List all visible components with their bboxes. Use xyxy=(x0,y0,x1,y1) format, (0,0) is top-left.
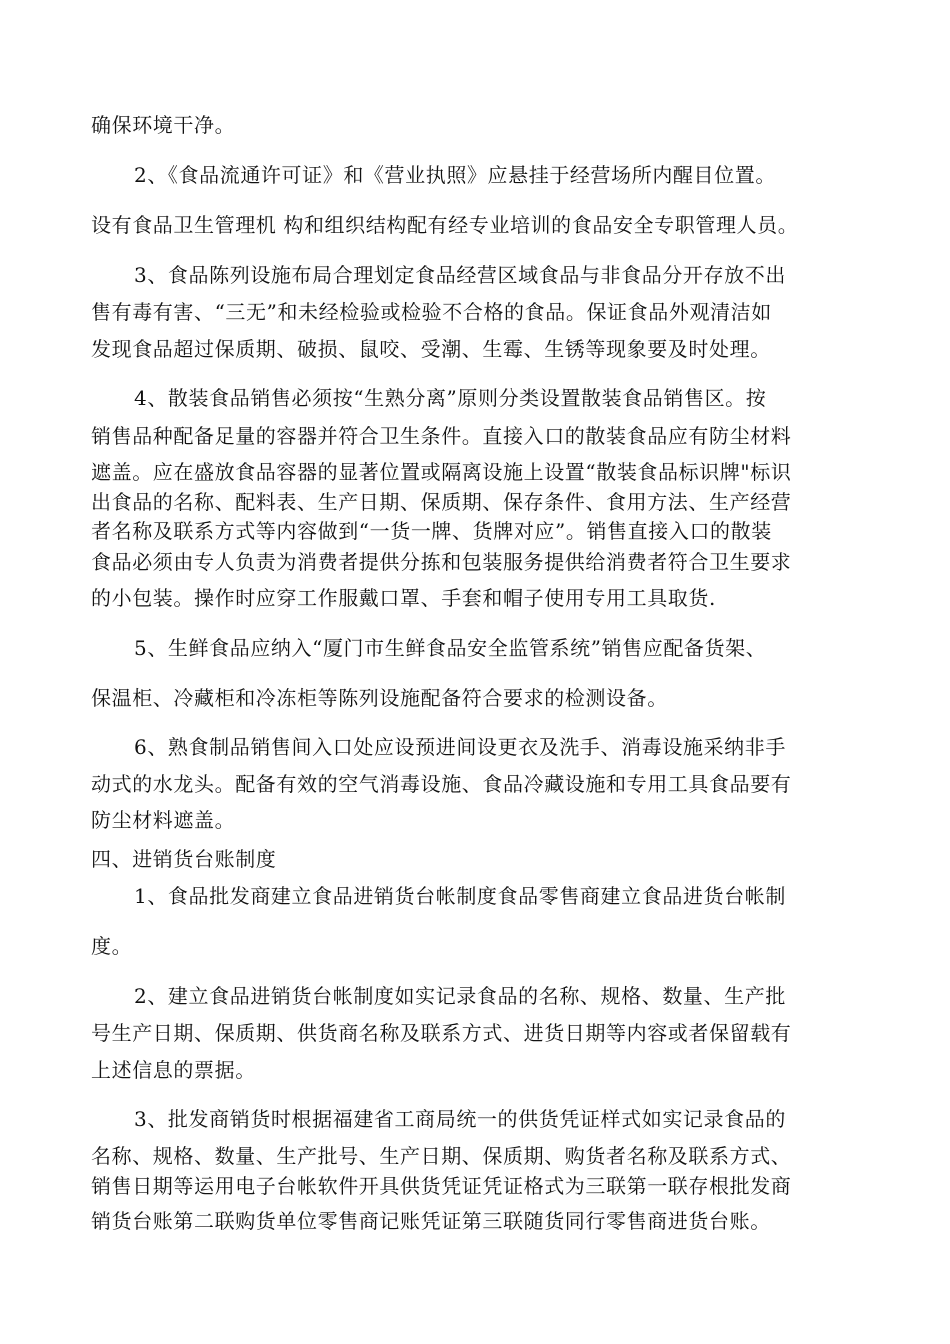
text-line: 名称、规格、数量、生产批号、生产日期、保质期、购货者名称及联系方式、 xyxy=(91,1144,792,1168)
text-line: 出食品的名称、配料表、生产日期、保质期、保存条件、食用方法、生产经营 xyxy=(91,490,792,514)
text-line: 3、批发商销货时根据福建省工商局统一的供货凭证样式如实记录食品的 xyxy=(134,1107,786,1131)
text-line: 的小包装。操作时应穿工作服戴口罩、手套和帽子使用专用工具取货. xyxy=(91,586,716,610)
text-line: 3、食品陈列设施布局合理划定食品经营区域食品与非食品分开存放不出 xyxy=(134,263,786,287)
text-line: 6、熟食制品销售间入口处应设预进间设更衣及洗手、消毒设施采纳非手 xyxy=(134,735,786,759)
text-line: 销售品种配备足量的容器并符合卫生条件。直接入口的散装食品应有防尘材料 xyxy=(91,424,792,448)
text-line: 2、建立食品进销货台帐制度如实记录食品的名称、规格、数量、生产批 xyxy=(134,984,786,1008)
text-line: 5、生鲜食品应纳入“厦门市生鲜食品安全监管系统”销售应配备货架、 xyxy=(134,636,767,660)
text-line: 动式的水龙头。配备有效的空气消毒设施、食品冷藏设施和专用工具食品要有 xyxy=(91,772,792,796)
text-line: 售有毒有害、“三无”和未经检验或检验不合格的食品。保证食品外观清洁如 xyxy=(91,300,772,324)
text-line: 遮盖。应在盛放食品容器的显著位置或隔离设施上设置“散装食品标识牌"标识 xyxy=(91,460,792,484)
text-line: 发现食品超过保质期、破损、鼠咬、受潮、生霉、生锈等现象要及时处理。 xyxy=(91,337,771,361)
text-line: 4、散装食品销售必须按“生熟分离”原则分类设置散装食品销售区。按 xyxy=(134,386,767,410)
text-line: 食品必须由专人负责为消费者提供分拣和包装服务提供给消费者符合卫生要求 xyxy=(91,550,792,574)
text-line: 销货台账第二联购货单位零售商记账凭证第三联随货同行零售商进货台账。 xyxy=(91,1209,771,1233)
section-heading: 四、进销货台账制度 xyxy=(91,847,277,871)
text-line: 2、《食品流通许可证》和《营业执照》应悬挂于经营场所内醒目位置。 xyxy=(134,163,776,187)
text-line: 号生产日期、保质期、供货商名称及联系方式、进货日期等内容或者保留载有 xyxy=(91,1021,792,1045)
text-line: 1、食品批发商建立食品进销货台帐制度食品零售商建立食品进货台帐制 xyxy=(134,884,786,908)
text-line: 保温柜、冷藏柜和冷冻柜等陈列设施配备符合要求的检测设备。 xyxy=(91,686,668,710)
text-line: 防尘材料遮盖。 xyxy=(91,808,236,832)
text-line: 销售日期等运用电子台帐软件开具供货凭证凭证格式为三联第一联存根批发商 xyxy=(91,1174,792,1198)
text-line: 者名称及联系方式等内容做到“一货一牌、货牌对应”。销售直接入口的散装 xyxy=(91,519,772,543)
text-line: 确保环境干净。 xyxy=(91,113,236,137)
text-line: 度。 xyxy=(91,934,133,958)
text-line: 设有食品卫生管理机 构和组织结构配有经专业培训的食品安全专职管理人员。 xyxy=(91,213,799,237)
text-line: 上述信息的票据。 xyxy=(91,1058,256,1082)
